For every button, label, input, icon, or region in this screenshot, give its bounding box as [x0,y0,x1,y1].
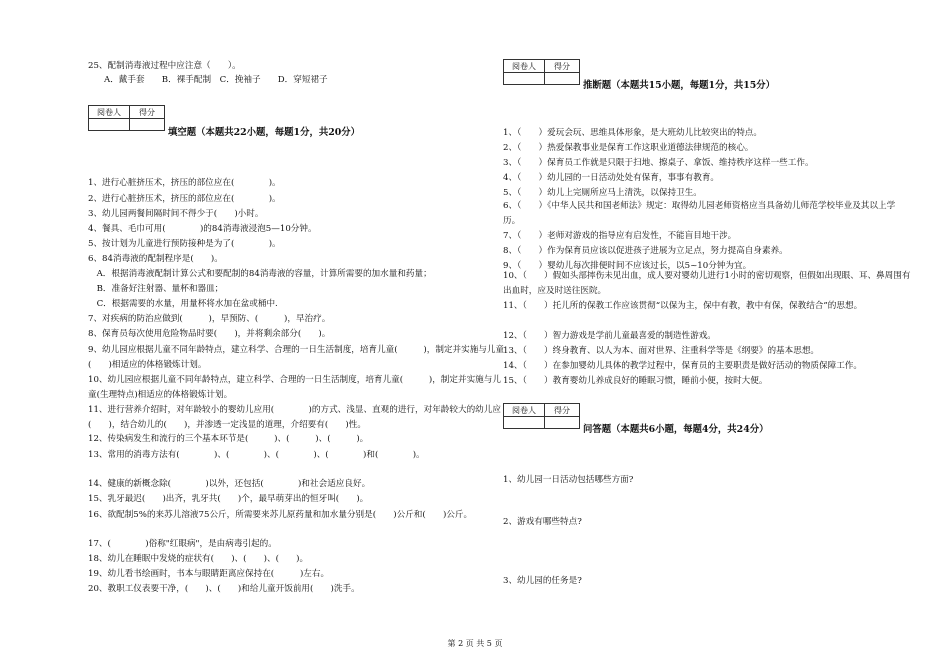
fill-line: C．根据需要的水量，用量杯将水加在盆或桶中. [88,299,278,309]
fill-line: 7、对疾病的防治应做到( )，早预防、( )，早治疗。 [88,314,331,324]
reviewer-cell[interactable] [504,417,545,429]
fill-line: 2、进行心脏挤压术，挤压的部位应在( )。 [88,194,281,204]
score-box-fill [88,105,165,131]
fill-line: 5、按计划为儿童进行预防接种是为了( )。 [88,239,281,249]
tf-line: 7、（ ）老师对游戏的指导应有启发性，不能盲目地干涉。 [503,231,737,241]
qa-question: 2、游戏有哪些特点? [503,517,582,527]
reviewer-cell[interactable] [89,119,130,131]
tf-line: 15、（ ）教育婴幼儿养成良好的睡眠习惯，睡前小便，按时大便。 [503,376,768,386]
fill-line: 13、常用的消毒方法有( )、( )、( )、( )和( )。 [88,450,425,460]
fill-line: 6、84消毒液的配制程序是( )。 [88,254,223,264]
fill-line: 1、进行心脏挤压术，挤压的部位应在( )。 [88,178,281,188]
tf-line: 10、（ ）假如头部摔伤未见出血，成人要对婴幼儿进行1小时的密切观察，但假如出现眼、耳、鼻周围有出血时，应及时送往医院。 [503,271,911,296]
reviewer-label: 阅卷人 [89,106,130,119]
question-25-options: A．戴手套 B．裸手配制 C．挽袖子 D．穿短裙子 [104,75,328,85]
tf-line: 8、（ ）作为保育员应该以促进孩子进展为立足点，努力提高自身素养。 [503,246,788,256]
reviewer-label: 阅卷人 [504,60,545,73]
tf-line: 2、（ ）热爱保教事业是保育工作这职业道德法律规范的核心。 [503,143,754,153]
reviewer-cell[interactable] [504,73,545,85]
fill-line: 11、进行营养介绍时，对年龄较小的婴幼儿应用( )的方式、浅显、直观的进行，对年龄较大的幼儿应( )，结合幼儿的( )，并渗透一定浅显的道理，介绍要有( )性。 [88,405,501,430]
fill-line: 20、教职工仪表要干净，( )、( )和给儿童开饭前用( )洗手。 [88,584,360,594]
score-box-tf [503,59,580,85]
fill-line: 12、传染病发生和流行的三个基本环节是( )、( )、( )。 [88,434,369,444]
score-label: 得分 [545,404,580,417]
tf-line: 4、（ ）幼儿园的一日活动处处有保育，事事有教育。 [503,173,720,183]
fill-line: A．根据消毒液配制计算公式和要配制的84消毒液的容量，计算所需要的加水量和药量； [88,269,432,279]
qa-question: 1、幼儿园一日活动包括哪些方面? [503,475,634,485]
fill-line: 16、欲配制5%的来苏儿溶液75公斤，所需要来苏儿原药量和加水量分别是( )公斤和( )公斤。 [88,510,473,520]
fill-line: B．准备好注射器、量杯和器皿； [88,284,224,294]
score-cell[interactable] [545,73,580,85]
fill-line: 19、幼儿看书绘画时，书本与眼睛距离应保持在( )左右。 [88,569,330,579]
score-label: 得分 [130,106,165,119]
tf-line: 9、（ ）婴幼儿每次排便时间不应该过长，以5~10分钟为宜。 [503,261,752,271]
tf-line: 11、（ ）托儿所的保教工作应该贯彻“以保为主，保中有教，教中有保，保教结合”的思想。 [503,301,863,311]
qa-question: 3、幼儿园的任务是? [503,576,582,586]
tf-line: 1、（ ）爱玩会玩、思维具体形象，是大班幼儿比较突出的特点。 [503,128,762,138]
fill-line: 17、( )俗称"红眼病"，是由病毒引起的。 [88,539,277,549]
fill-line: 9、幼儿园应根据儿童不同年龄特点，建立科学、合理的一日生活制度，培育儿童( )，制定并实施与儿童( )相适应的体格锻炼计划。 [88,345,505,370]
tf-line: 12、（ ）智力游戏是学前儿童最喜爱的制造性游戏。 [503,331,716,341]
qa-section-title: 问答题（本题共6小题，每题4分，共24分） [583,424,769,435]
tf-line: 14、（ ）在参加婴幼儿具体的教学过程中，保育员的主要职责是做好活动的物质保障工作。 [503,361,862,371]
tf-line: 3、（ ）保育员工作就是只限于扫地、擦桌子、拿饭、维持秩序这样一些工作。 [503,158,814,168]
tf-line: 6、（ ）《中华人民共和国老师法》规定：取得幼儿园老师资格应当具备幼儿师范学校毕业及其以上学历。 [503,201,896,226]
tf-line: 5、（ ）幼儿上完厕所应马上清洗，以保持卫生。 [503,188,702,198]
fill-section-title: 填空题（本题共22小题，每题1分，共20分） [168,127,360,138]
score-label: 得分 [545,60,580,73]
score-cell[interactable] [545,417,580,429]
fill-line: 8、保育员每次使用危险物品时要( )，并将剩余部分( )。 [88,329,331,339]
fill-line: 14、健康的新概念除( )以外，还包括( )和社会适应良好。 [88,479,371,489]
score-box-qa [503,403,580,429]
fill-line: 3、幼儿园两餐间隔时间不得少于( )小时。 [88,209,264,219]
fill-line: 18、幼儿在睡眠中发烧的症状有( )、( )、( )。 [88,554,309,564]
tf-section-title: 推断题（本题共15小题，每题1分，共15分） [583,80,775,91]
reviewer-label: 阅卷人 [504,404,545,417]
fill-line: 15、乳牙最迟( )出齐，乳牙共( )个，最早萌芽出的恒牙叫( )。 [88,494,369,504]
fill-line: 4、餐具、毛巾可用( )的84消毒液浸泡5—10分钟。 [88,224,317,234]
page-footer: 第 2 页 共 5 页 [447,639,503,648]
fill-line: 10、幼儿园应根据儿童不同年龄特点，建立科学、合理的一日生活制度，培育儿童( )，制定并实施与儿童(生理特点)相适应的体格锻炼计划。 [88,375,501,400]
tf-line: 13、（ ）终身教育、以人为本、面对世界、注重科学等是《纲要》的基本思想。 [503,346,820,356]
score-cell[interactable] [130,119,165,131]
question-25: 25、配制消毒液过程中应注意（ ）。 [88,61,241,71]
